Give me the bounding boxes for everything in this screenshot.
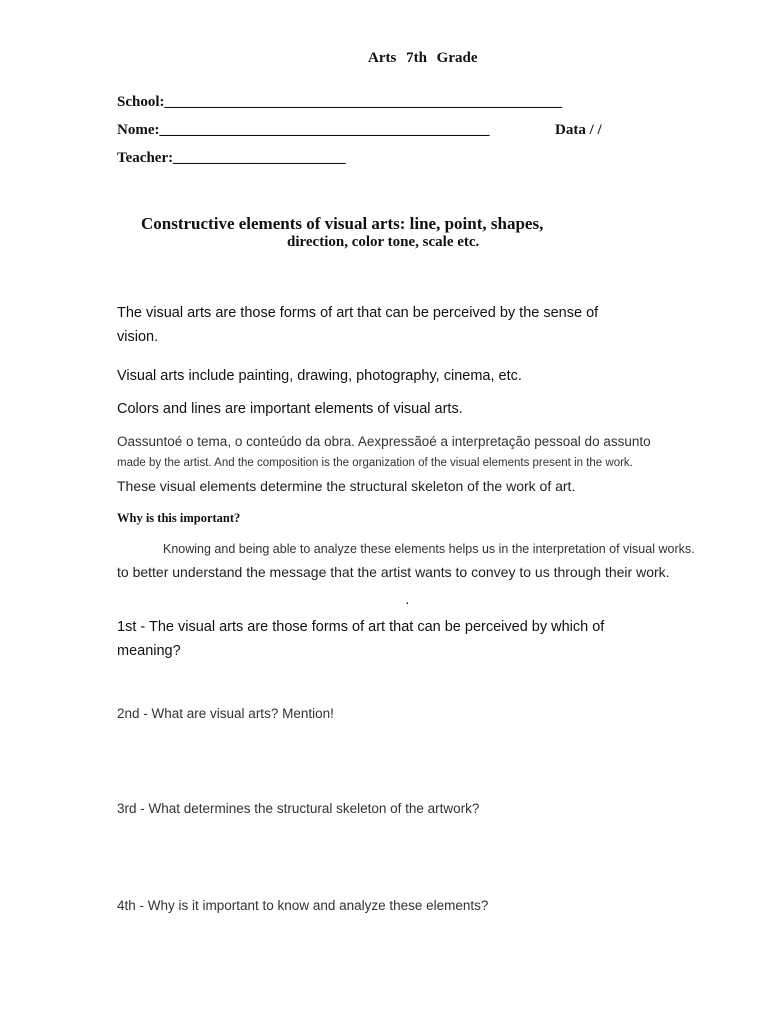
paragraph-1-line2: vision.	[117, 329, 159, 345]
paragraph-3: Colors and lines are important elements of visual arts.	[117, 401, 463, 417]
question-3: 3rd - What determines the structural skeleton of the artwork?	[117, 801, 480, 816]
question-2: 2nd - What are visual arts? Mention!	[117, 706, 334, 721]
paragraph-6-line2: to better understand the message that the artist wants to convey to us through their work.	[117, 564, 670, 580]
paragraph-2: Visual arts include painting, drawing, photography, cinema, etc.	[117, 368, 522, 384]
question-1-line1: 1st - The visual arts are those forms of art that can be perceived by which of	[117, 619, 605, 635]
question-4: 4th - Why is it important to know and analyze these elements?	[117, 898, 489, 913]
paragraph-4-line1: Oassuntoé o tema, o conteúdo da obra. Aexpressãoé a interpretação pessoal do assunto	[117, 434, 651, 449]
name-field: Nome:____________________________________________	[117, 122, 490, 138]
paragraph-6-line1: Knowing and being able to analyze these elements helps us in the interpretation of visual works.	[163, 542, 695, 556]
section-heading-line1: Constructive elements of visual arts: line, point, shapes,	[141, 214, 544, 233]
school-field: School:_____________________________________________________	[117, 94, 563, 110]
date-field: Data / /	[555, 122, 602, 138]
paragraph-5: These visual elements determine the structural skeleton of the work of art.	[117, 478, 576, 494]
question-1-line2: meaning?	[117, 643, 181, 659]
paragraph-1-line1: The visual arts are those forms of art that can be perceived by the sense of	[117, 305, 599, 321]
separator-dot: .	[406, 596, 409, 607]
section-heading-line2: direction, color tone, scale etc.	[287, 234, 480, 250]
page-title: Arts 7th Grade	[368, 50, 478, 66]
teacher-field: Teacher:_______________________	[117, 150, 346, 166]
why-important-heading: Why is this important?	[117, 511, 241, 525]
paragraph-4-line2: made by the artist. And the composition is the organization of the visual elements present in the work.	[117, 457, 633, 469]
